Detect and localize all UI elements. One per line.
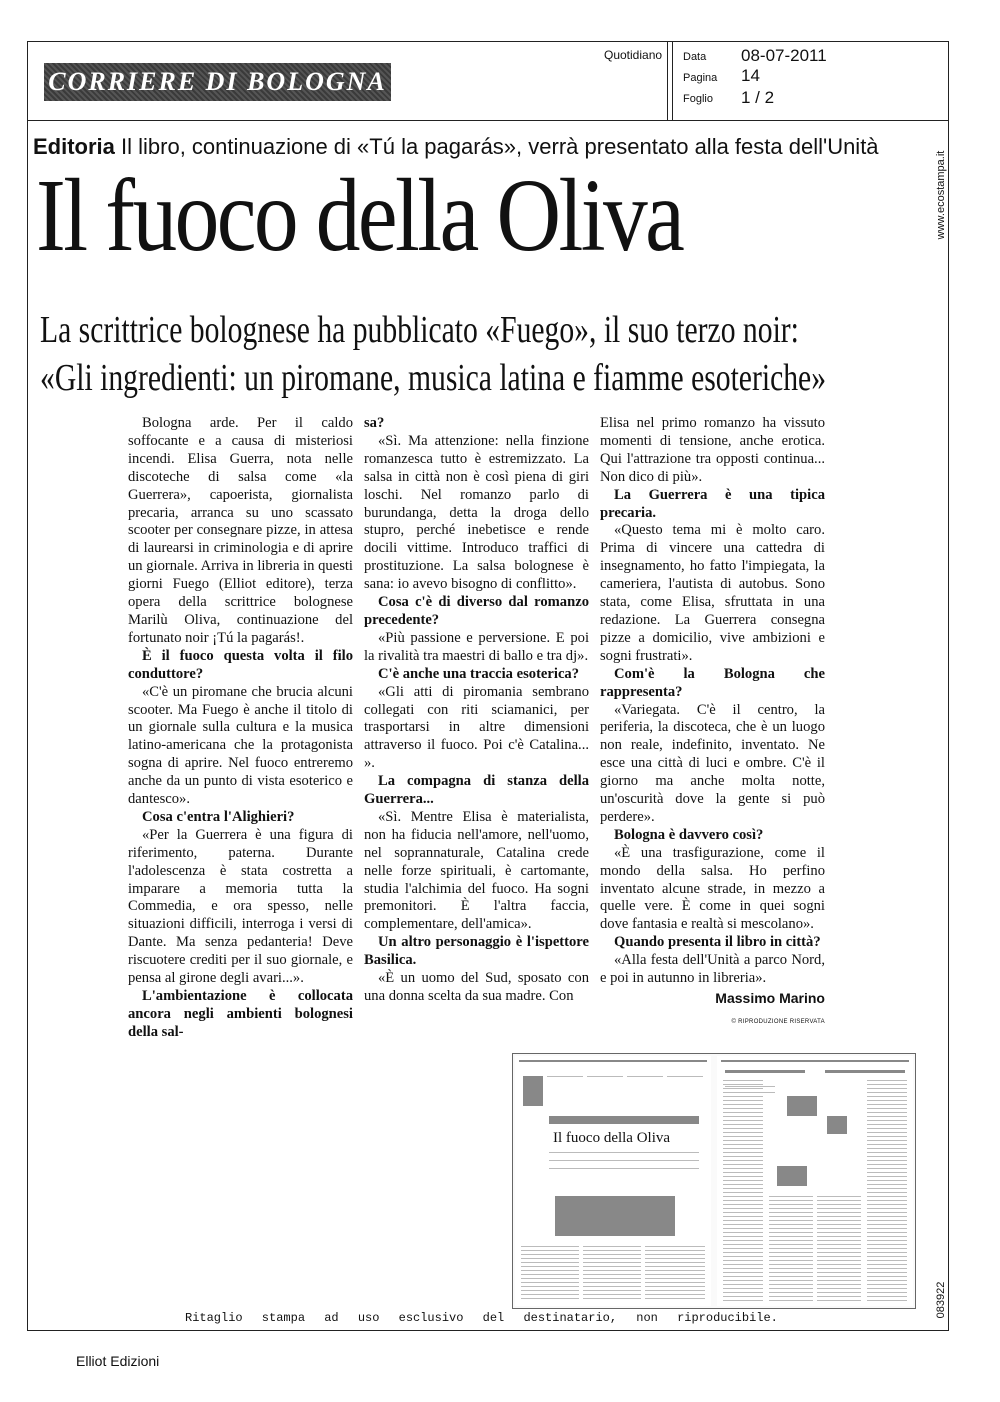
interview-question: Bologna è davvero così? bbox=[614, 826, 764, 843]
thumbnail-text-line bbox=[867, 1244, 907, 1245]
thumbnail-text-line bbox=[723, 1276, 763, 1277]
page-label: Pagina bbox=[683, 72, 718, 84]
sheet-label: Foglio bbox=[683, 93, 713, 105]
thumbnail-text-line bbox=[583, 1258, 641, 1259]
interview-question: La compagna di stanza della Guerrera... bbox=[364, 773, 589, 808]
thumbnail-text-line bbox=[769, 1288, 813, 1289]
thumbnail-text-line bbox=[521, 1254, 579, 1255]
thumbnail-text-line bbox=[725, 1086, 775, 1087]
thumbnail-text-line bbox=[867, 1260, 907, 1261]
thumbnail-text-line bbox=[645, 1258, 705, 1259]
thumbnail-text-line bbox=[867, 1200, 907, 1201]
thumbnail-text-line bbox=[645, 1286, 705, 1287]
thumbnail-text-line bbox=[867, 1108, 907, 1109]
thumbnail-headline: Il fuoco della Oliva bbox=[553, 1130, 671, 1146]
thumbnail-text-line bbox=[723, 1120, 763, 1121]
thumbnail-text-line bbox=[723, 1140, 763, 1141]
website-label bbox=[935, 145, 947, 245]
thumbnail-text-line bbox=[867, 1224, 907, 1225]
thumbnail-text-line bbox=[723, 1092, 763, 1093]
clipping-code bbox=[935, 1275, 947, 1325]
thumbnail-text-line bbox=[827, 1116, 847, 1134]
thumbnail-text-line bbox=[867, 1080, 907, 1081]
thumbnail-text-line bbox=[867, 1104, 907, 1105]
thumbnail-text-line bbox=[645, 1250, 705, 1251]
thumbnail-text-line bbox=[867, 1152, 907, 1153]
thumbnail-text-line bbox=[769, 1260, 813, 1261]
thumbnail-text-line bbox=[867, 1256, 907, 1257]
thumbnail-text-line bbox=[817, 1300, 861, 1301]
thumbnail-text-line bbox=[587, 1076, 623, 1077]
thumbnail-text-line bbox=[867, 1268, 907, 1269]
thumbnail-text-line bbox=[787, 1096, 817, 1116]
thumbnail-text-line bbox=[867, 1208, 907, 1209]
clipping-notice: Ritaglio stampa ad uso esclusivo del destinatario, non riproducibile. bbox=[185, 1311, 778, 1325]
author-byline: Massimo Marino bbox=[715, 990, 825, 1006]
thumbnail-text-line bbox=[549, 1116, 699, 1124]
thumbnail-text-line bbox=[723, 1292, 763, 1293]
thumbnail-text-line bbox=[817, 1288, 861, 1289]
thumbnail-text-line bbox=[817, 1216, 861, 1217]
thumbnail-text-line bbox=[723, 1212, 763, 1213]
interview-question: L'ambientazione è collocata ancora negli ambienti bolognesi della sal- bbox=[128, 988, 353, 1040]
page-value: 14 bbox=[741, 66, 760, 85]
thumbnail-text-line bbox=[867, 1188, 907, 1189]
thumbnail-text-line bbox=[769, 1280, 813, 1281]
header-divider bbox=[27, 120, 949, 121]
thumbnail-text-line bbox=[723, 1200, 763, 1201]
thumbnail-text-line bbox=[867, 1216, 907, 1217]
article-paragraph: «Per la Guerrera è una figura di riferimento, paterna. Durante l'adolescenza è stata costretta a imparare a memoria tutta la Commedia, e ora spesso, nelle situazioni difficili, interroga i versi di Dante. Ma senza pedanteria! Deve riscuotere crediti per il suo giornale, e pensa al girone degli avari...». bbox=[128, 826, 353, 987]
thumbnail-text-line bbox=[521, 1246, 579, 1247]
thumbnail-text-line bbox=[583, 1274, 641, 1275]
thumbnail-text-line bbox=[817, 1212, 861, 1213]
thumbnail-text-line bbox=[769, 1300, 813, 1301]
article-paragraph: Elisa nel primo romanzo ha vissuto momenti di tensione, anche erotica. Qui l'attrazione tra opposti continua... Non dico di più». bbox=[600, 415, 825, 485]
thumbnail-text-line bbox=[867, 1120, 907, 1121]
thumbnail-text-line bbox=[769, 1212, 813, 1213]
thumbnail-text-line bbox=[769, 1296, 813, 1297]
thumbnail-text-line bbox=[723, 1112, 763, 1113]
thumbnail-text-line bbox=[817, 1280, 861, 1281]
thumbnail-text-line bbox=[723, 1080, 763, 1081]
thumbnail-text-line bbox=[867, 1192, 907, 1193]
thumbnail-text-line bbox=[817, 1244, 861, 1245]
thumbnail-text-line bbox=[521, 1274, 579, 1275]
thumbnail-text-line bbox=[723, 1084, 763, 1085]
article-paragraph: «Alla festa dell'Unità a parco Nord, e poi in autunno in libreria». bbox=[600, 952, 825, 987]
article-paragraph: «È una trasfigurazione, come il mondo della salsa. Ho perfino inventato alcune strade, in mezzo a quelle vere. È come in quei sogni dove fantasia e realtà si mescolano». bbox=[600, 844, 825, 933]
thumbnail-text-line bbox=[867, 1204, 907, 1205]
thumbnail-text-line bbox=[723, 1256, 763, 1257]
thumbnail-page-right bbox=[717, 1056, 913, 1306]
thumbnail-text-line bbox=[867, 1088, 907, 1089]
thumbnail-text-line bbox=[867, 1092, 907, 1093]
thumbnail-text-line bbox=[723, 1176, 763, 1177]
thumbnail-text-line bbox=[723, 1160, 763, 1161]
thumbnail-text-line bbox=[521, 1270, 579, 1271]
thumbnail-text-line bbox=[645, 1270, 705, 1271]
masthead-text: CORRIERE DI BOLOGNA bbox=[48, 67, 387, 96]
thumbnail-text-line bbox=[555, 1196, 675, 1236]
thumbnail-text-line bbox=[723, 1136, 763, 1137]
article-paragraph: «Sì. Mentre Elisa è materialista, non ha fiducia nell'amore, nell'uomo, nel soprannaturale, Catalina crede nelle forze spirituali, è cartomante, studia l'alchimia del fuoco. Ha sogni premonitori. È l'altra faccia, complementare, dell'amica». bbox=[364, 808, 589, 933]
thumbnail-text-line bbox=[817, 1200, 861, 1201]
thumbnail-text-line bbox=[867, 1272, 907, 1273]
thumbnail-text-line bbox=[521, 1258, 579, 1259]
thumbnail-page-left bbox=[515, 1056, 711, 1306]
thumbnail-text-line bbox=[723, 1188, 763, 1189]
thumbnail-text-line bbox=[777, 1166, 807, 1186]
thumbnail-text-line bbox=[723, 1252, 763, 1253]
clipping-code-text: 083922 bbox=[935, 1281, 947, 1319]
thumbnail-text-line bbox=[725, 1070, 805, 1073]
thumbnail-text-line bbox=[723, 1128, 763, 1129]
date-value: 08-07-2011 bbox=[741, 46, 827, 65]
deck-line-1: La scrittrice bolognese ha pubblicato «Fuego», il suo terzo noir: bbox=[40, 309, 799, 351]
thumbnail-text-line bbox=[769, 1244, 813, 1245]
thumbnail-text-line bbox=[817, 1284, 861, 1285]
thumbnail-text-line bbox=[817, 1204, 861, 1205]
thumbnail-text-line bbox=[723, 1172, 763, 1173]
thumbnail-text-line bbox=[817, 1252, 861, 1253]
thumbnail-text-line bbox=[723, 1100, 763, 1101]
thumbnail-text-line bbox=[867, 1296, 907, 1297]
thumbnail-text-line bbox=[549, 1168, 699, 1169]
thumbnail-text-line bbox=[825, 1070, 905, 1073]
thumbnail-text-line bbox=[769, 1276, 813, 1277]
interview-question: C'è anche una traccia esoterica? bbox=[378, 665, 580, 682]
thumbnail-text-line bbox=[769, 1196, 813, 1197]
thumbnail-text-line bbox=[645, 1274, 705, 1275]
thumbnail-text-line bbox=[645, 1278, 705, 1279]
interview-question: sa? bbox=[364, 415, 385, 431]
thumbnail-text-line bbox=[583, 1254, 641, 1255]
thumbnail-text-line bbox=[645, 1254, 705, 1255]
thumbnail-text-line bbox=[769, 1252, 813, 1253]
thumbnail-text-line bbox=[817, 1296, 861, 1297]
sheet-value: 1 / 2 bbox=[741, 88, 775, 107]
interview-question: Quando presenta il libro in città? bbox=[614, 934, 821, 951]
thumbnail-text-line bbox=[867, 1264, 907, 1265]
thumbnail-text-line bbox=[817, 1196, 861, 1197]
thumbnail-text-line bbox=[521, 1262, 579, 1263]
thumbnail-text-line bbox=[521, 1294, 579, 1295]
thumbnail-text-line bbox=[583, 1250, 641, 1251]
article-column-3 bbox=[600, 415, 825, 1032]
thumbnail-text-line bbox=[521, 1266, 579, 1267]
thumbnail-text-line bbox=[867, 1140, 907, 1141]
thumbnail-text-line bbox=[867, 1240, 907, 1241]
interview-question: Un altro personaggio è l'ispettore Basilica. bbox=[364, 934, 589, 969]
thumbnail-text-line bbox=[817, 1268, 861, 1269]
thumbnail-text-line bbox=[549, 1160, 699, 1161]
thumbnail-text-line bbox=[723, 1208, 763, 1209]
thumbnail-text-line bbox=[867, 1276, 907, 1277]
thumbnail-text-line bbox=[867, 1116, 907, 1117]
thumbnail-text-line bbox=[867, 1300, 907, 1301]
thumbnail-text-line bbox=[723, 1152, 763, 1153]
thumbnail-text-line bbox=[769, 1268, 813, 1269]
thumbnail-text-line bbox=[723, 1232, 763, 1233]
thumbnail-text-line bbox=[769, 1272, 813, 1273]
thumbnail-text-line bbox=[867, 1252, 907, 1253]
thumbnail-text-line bbox=[723, 1196, 763, 1197]
thumbnail-text-line bbox=[645, 1290, 705, 1291]
article-paragraph: Bologna arde. Per il caldo soffocante e a causa di misteriosi incendi. Elisa Guerra, nota nelle discoteche di salsa come «la Guerrera», capoerista, giornalista precaria, arranca su uno scassato scooter per consegnare pizze, in attesa di laurearsi in criminologia e di aprire un giornale. Arriva in libreria in questi giorni Fuego (Elliot editore), terza opera della scrittrice bolognese Marilù Oliva, continuazione del fortunato noir ¡Tú la pagarás!. bbox=[128, 415, 353, 646]
page-thumbnail bbox=[512, 1053, 916, 1309]
thumbnail-text-line bbox=[721, 1060, 909, 1062]
thumbnail-text-line bbox=[867, 1184, 907, 1185]
thumbnail-text-line bbox=[519, 1060, 707, 1062]
thumbnail-text-line bbox=[723, 1264, 763, 1265]
article-column-1 bbox=[128, 415, 353, 1042]
interview-question: Cosa c'entra l'Alighieri? bbox=[142, 808, 295, 825]
thumbnail-text-line bbox=[867, 1220, 907, 1221]
thumbnail-text-line bbox=[549, 1152, 699, 1153]
kicker-section: Editoria bbox=[33, 134, 115, 159]
thumbnail-text-line bbox=[723, 1236, 763, 1237]
thumbnail-text-line bbox=[817, 1220, 861, 1221]
thumbnail-text-line bbox=[817, 1208, 861, 1209]
thumbnail-text-line bbox=[867, 1196, 907, 1197]
thumbnail-text-line bbox=[723, 1180, 763, 1181]
thumbnail-text-line bbox=[769, 1204, 813, 1205]
thumbnail-text-line bbox=[521, 1298, 579, 1299]
article-paragraph: «Variegata. C'è il centro, la periferia, la discoteca, che è un luogo non reale, indefinito, inventato. Ne esce una città di luci e ombre. C'è il giorno ma anche molta notte, un'oscurità dove la gente si può perdere». bbox=[600, 701, 825, 825]
thumbnail-text-line bbox=[583, 1266, 641, 1267]
thumbnail-text-line bbox=[817, 1228, 861, 1229]
thumbnail-text-line bbox=[867, 1100, 907, 1101]
thumbnail-text-line bbox=[867, 1168, 907, 1169]
thumbnail-text-line bbox=[723, 1220, 763, 1221]
thumbnail-text-line bbox=[523, 1076, 543, 1106]
thumbnail-text-line bbox=[583, 1298, 641, 1299]
thumbnail-text-line bbox=[723, 1268, 763, 1269]
thumbnail-text-line bbox=[817, 1240, 861, 1241]
newspaper-masthead bbox=[44, 63, 391, 101]
article-paragraph: «Più passione e perversione. E poi la rivalità tra maestri di ballo e tra dj». bbox=[364, 629, 589, 664]
thumbnail-text-line bbox=[867, 1212, 907, 1213]
thumbnail-text-line bbox=[867, 1096, 907, 1097]
thumbnail-text-line bbox=[723, 1280, 763, 1281]
thumbnail-text-line bbox=[723, 1224, 763, 1225]
thumbnail-text-line bbox=[817, 1260, 861, 1261]
article-paragraph: «Questo tema mi è molto caro. Prima di vincere una cattedra di insegnamento, ho fatto l'impiegata, la cameriera, l'autista di autobus. Sono stata, come Elisa, sfruttata in una redazione. La Guerrera consegna pizze a domicilio, vive ambizioni e sogni frustrati». bbox=[600, 522, 825, 664]
thumbnail-text-line bbox=[723, 1144, 763, 1145]
thumbnail-text-line bbox=[867, 1236, 907, 1237]
thumbnail-text-line bbox=[817, 1248, 861, 1249]
thumbnail-text-line bbox=[769, 1248, 813, 1249]
thumbnail-text-line bbox=[723, 1192, 763, 1193]
thumbnail-text-line bbox=[867, 1148, 907, 1149]
thumbnail-text-line bbox=[769, 1256, 813, 1257]
thumbnail-text-line bbox=[583, 1294, 641, 1295]
thumbnail-text-line bbox=[769, 1220, 813, 1221]
thumbnail-text-line bbox=[667, 1076, 703, 1077]
thumbnail-text-line bbox=[769, 1216, 813, 1217]
thumbnail-text-line bbox=[867, 1112, 907, 1113]
kicker-text: Il libro, continuazione di «Tú la pagarás», verrà presentato alla festa dell'Unità bbox=[114, 134, 879, 159]
thumbnail-text-line bbox=[723, 1088, 763, 1089]
thumbnail-text-line bbox=[723, 1244, 763, 1245]
article-paragraph: «C'è un piromane che brucia alcuni scooter. Ma Fuego è anche il titolo di un giornale sulla cultura e la musica latino-americana che la protagonista sogna di aprire. Nel fuoco entreremo anche da un punto di vista esoterico e dantesco». bbox=[128, 683, 353, 808]
thumbnail-text-line bbox=[723, 1228, 763, 1229]
thumbnail-text-line bbox=[583, 1290, 641, 1291]
thumbnail-text-line bbox=[769, 1236, 813, 1237]
thumbnail-text-line bbox=[817, 1264, 861, 1265]
thumbnail-text-line bbox=[723, 1248, 763, 1249]
thumbnail-text-line bbox=[645, 1266, 705, 1267]
thumbnail-text-line bbox=[867, 1284, 907, 1285]
thumbnail-text-line bbox=[723, 1096, 763, 1097]
thumbnail-text-line bbox=[723, 1124, 763, 1125]
thumbnail-text-line bbox=[769, 1232, 813, 1233]
thumbnail-text-line bbox=[723, 1184, 763, 1185]
thumbnail-text-line bbox=[521, 1282, 579, 1283]
article-column-2 bbox=[364, 415, 589, 1006]
article-kicker bbox=[33, 134, 879, 160]
thumbnail-text-line bbox=[723, 1104, 763, 1105]
thumbnail-text-line bbox=[817, 1224, 861, 1225]
thumbnail-text-line bbox=[867, 1176, 907, 1177]
interview-question: Com'è la Bologna che rappresenta? bbox=[600, 665, 825, 700]
thumbnail-text-line bbox=[867, 1156, 907, 1157]
thumbnail-text-line bbox=[723, 1216, 763, 1217]
thumbnail-text-line bbox=[769, 1284, 813, 1285]
thumbnail-text-line bbox=[769, 1208, 813, 1209]
thumbnail-text-line bbox=[583, 1262, 641, 1263]
interview-question: Cosa c'è di diverso dal romanzo precedente? bbox=[364, 594, 589, 628]
thumbnail-text-line bbox=[521, 1286, 579, 1287]
thumbnail-text-line bbox=[867, 1172, 907, 1173]
thumbnail-text-line bbox=[723, 1260, 763, 1261]
thumbnail-text-line bbox=[817, 1276, 861, 1277]
thumbnail-text-line bbox=[867, 1124, 907, 1125]
thumbnail-text-line bbox=[723, 1148, 763, 1149]
article-paragraph: «Gli atti di piromania sembrano collegati con riti sciamanici, per trasportarsi in altre dimensioni attraverso il fuoco. Poi c'è Catalina... ». bbox=[364, 683, 589, 772]
thumbnail-text-line bbox=[583, 1246, 641, 1247]
thumbnail-text-line bbox=[723, 1284, 763, 1285]
article-deck bbox=[40, 306, 826, 402]
deck-line-2: «Gli ingredienti: un piromane, musica latina e fiamme esoteriche» bbox=[40, 357, 827, 399]
thumbnail-text-line bbox=[723, 1164, 763, 1165]
interview-question: La Guerrera è una tipica precaria. bbox=[600, 486, 825, 521]
thumbnail-text-line bbox=[723, 1240, 763, 1241]
thumbnail-text-line bbox=[867, 1084, 907, 1085]
thumbnail-text-line bbox=[817, 1232, 861, 1233]
article-paragraph: «È un uomo del Sud, sposato con una donna scelta da sua madre. Con bbox=[364, 970, 589, 1004]
thumbnail-text-line bbox=[867, 1228, 907, 1229]
thumbnail-text-line bbox=[723, 1300, 763, 1301]
thumbnail-text-line bbox=[867, 1180, 907, 1181]
thumbnail-text-line bbox=[645, 1262, 705, 1263]
thumbnail-text-line bbox=[723, 1116, 763, 1117]
thumbnail-text-line bbox=[627, 1076, 663, 1077]
header-divider-vertical bbox=[667, 41, 668, 120]
thumbnail-text-line bbox=[583, 1286, 641, 1287]
publication-type: Quotidiano bbox=[604, 48, 663, 62]
thumbnail-text-line bbox=[867, 1160, 907, 1161]
thumbnail-text-line bbox=[769, 1292, 813, 1293]
thumbnail-text-line bbox=[817, 1292, 861, 1293]
thumbnail-text-line bbox=[769, 1224, 813, 1225]
thumbnail-text-line bbox=[769, 1264, 813, 1265]
thumbnail-text-line bbox=[867, 1232, 907, 1233]
date-label: Data bbox=[683, 51, 707, 63]
thumbnail-text-line bbox=[521, 1290, 579, 1291]
thumbnail-text-line bbox=[867, 1288, 907, 1289]
thumbnail-text-line bbox=[723, 1132, 763, 1133]
thumbnail-text-line bbox=[723, 1288, 763, 1289]
thumbnail-text-line bbox=[521, 1250, 579, 1251]
thumbnail-text-line bbox=[867, 1136, 907, 1137]
thumbnail-text-line bbox=[867, 1128, 907, 1129]
thumbnail-text-line bbox=[867, 1132, 907, 1133]
thumbnail-text-line bbox=[547, 1076, 583, 1077]
thumbnail-text-line bbox=[817, 1256, 861, 1257]
header-divider-vertical bbox=[672, 41, 673, 120]
article-headline: Il fuoco della Oliva bbox=[36, 158, 683, 273]
thumbnail-text-line bbox=[583, 1270, 641, 1271]
thumbnail-text-line bbox=[817, 1272, 861, 1273]
thumbnail-text-line bbox=[769, 1228, 813, 1229]
article-paragraph: «Sì. Ma attenzione: nella finzione romanzesca tutto è estremizzato. La salsa in città non è così piena di giri loschi. Nel romanzo parlo di burundanga, detta la droga dello stupro, perché inebetisce e rende docili vittime. Introduco traffici di prostituzione. La salsa bolognese è sana: io avevo bisogno di conflitto». bbox=[364, 432, 589, 593]
thumbnail-text-line bbox=[817, 1236, 861, 1237]
thumbnail-text-line bbox=[867, 1292, 907, 1293]
thumbnail-text-line bbox=[769, 1200, 813, 1201]
thumbnail-text-line bbox=[583, 1278, 641, 1279]
thumbnail-text-line bbox=[645, 1294, 705, 1295]
interview-question: È il fuoco questa volta il filo conduttore? bbox=[128, 647, 353, 682]
thumbnail-text-line bbox=[867, 1248, 907, 1249]
thumbnail-text-line bbox=[723, 1272, 763, 1273]
publisher-name: Elliot Edizioni bbox=[76, 1353, 160, 1369]
website-text: www.ecostampa.it bbox=[935, 150, 947, 240]
thumbnail-text-line bbox=[645, 1246, 705, 1247]
thumbnail-text-line bbox=[867, 1280, 907, 1281]
thumbnail-text-line bbox=[723, 1296, 763, 1297]
thumbnail-text-line bbox=[583, 1282, 641, 1283]
thumbnail-text-line bbox=[723, 1108, 763, 1109]
thumbnail-text-line bbox=[723, 1204, 763, 1205]
thumbnail-text-line bbox=[769, 1240, 813, 1241]
thumbnail-text-line bbox=[645, 1282, 705, 1283]
copyright-notice: © RIPRODUZIONE RISERVATA bbox=[731, 1018, 825, 1025]
thumbnail-text-line bbox=[867, 1164, 907, 1165]
thumbnail-text-line bbox=[521, 1278, 579, 1279]
thumbnail-text-line bbox=[723, 1168, 763, 1169]
thumbnail-text-line bbox=[645, 1298, 705, 1299]
thumbnail-text-line bbox=[723, 1156, 763, 1157]
thumbnail-text-line bbox=[867, 1144, 907, 1145]
